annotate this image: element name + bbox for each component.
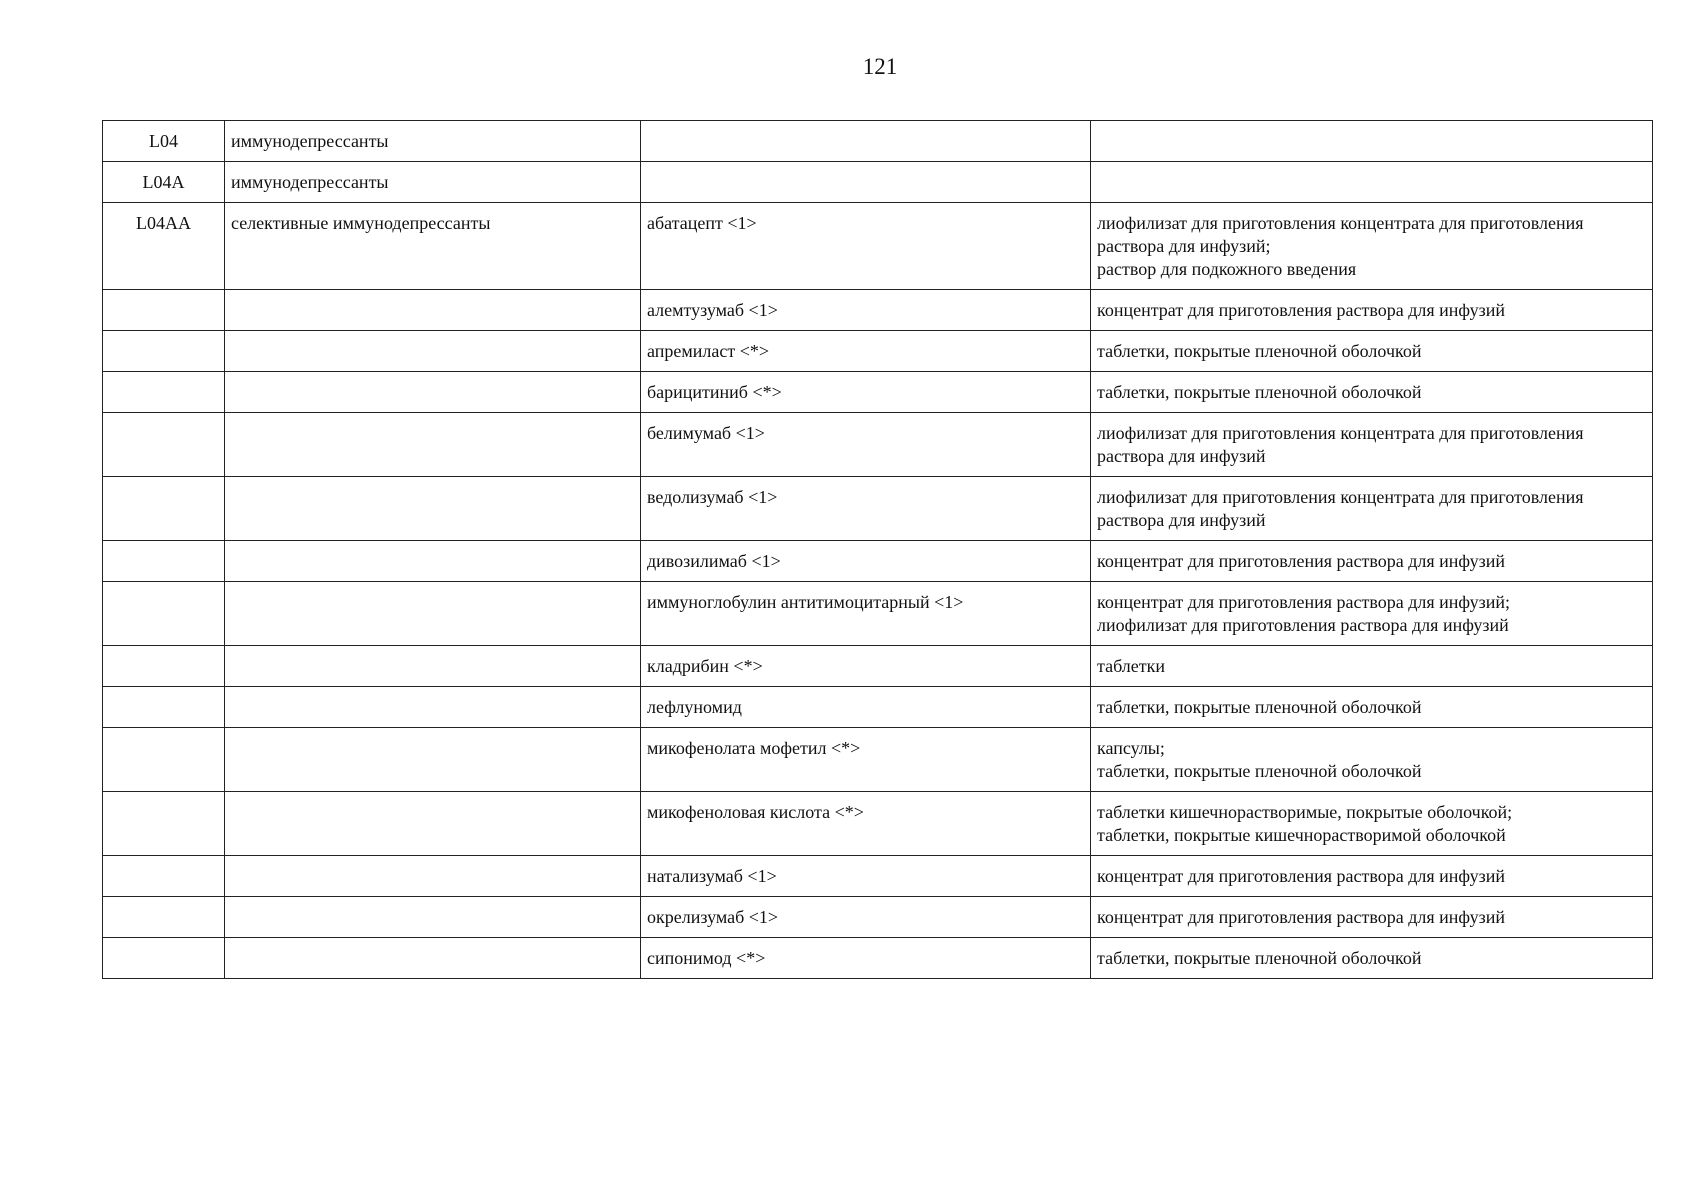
atc-code-cell	[103, 541, 225, 582]
table-row	[103, 792, 1653, 856]
drug-name-cell: сипонимод <*>	[641, 938, 1091, 979]
drug-name-cell: лефлуномид	[641, 687, 1091, 728]
drug-name-cell: абатацепт <1>	[641, 203, 1091, 290]
table-row	[103, 728, 1653, 792]
group-name-cell: селективные иммунодепрессанты	[225, 203, 641, 290]
table-row	[103, 646, 1653, 687]
atc-code-cell	[103, 792, 225, 856]
table-row	[103, 477, 1653, 541]
group-name-cell	[225, 938, 641, 979]
drug-name-cell	[641, 162, 1091, 203]
table-row	[103, 331, 1653, 372]
atc-code-cell	[103, 687, 225, 728]
dosage-form-cell: таблетки кишечнорастворимые, покрытые оболочкой; таблетки, покрытые кишечнорастворимой оболочкой	[1091, 792, 1653, 856]
group-name-cell	[225, 372, 641, 413]
atc-code-cell	[103, 938, 225, 979]
drug-name-cell: окрелизумаб <1>	[641, 897, 1091, 938]
atc-code-cell	[103, 477, 225, 541]
dosage-form-cell: концентрат для приготовления раствора для инфузий	[1091, 290, 1653, 331]
dosage-form-cell: концентрат для приготовления раствора для инфузий; лиофилизат для приготовления раствора для инфузий	[1091, 582, 1653, 646]
group-name-cell	[225, 728, 641, 792]
dosage-form-cell: таблетки	[1091, 646, 1653, 687]
group-name-cell	[225, 856, 641, 897]
group-name-cell: иммунодепрессанты	[225, 121, 641, 162]
dosage-form-cell: лиофилизат для приготовления концентрата для приготовления раствора для инфузий	[1091, 477, 1653, 541]
dosage-form-cell: концентрат для приготовления раствора для инфузий	[1091, 897, 1653, 938]
table-row	[103, 372, 1653, 413]
atc-code-cell	[103, 728, 225, 792]
group-name-cell	[225, 582, 641, 646]
drug-name-cell: ведолизумаб <1>	[641, 477, 1091, 541]
table-row	[103, 582, 1653, 646]
table-row	[103, 413, 1653, 477]
dosage-form-cell: таблетки, покрытые пленочной оболочкой	[1091, 938, 1653, 979]
drug-name-cell: апремиласт <*>	[641, 331, 1091, 372]
group-name-cell	[225, 413, 641, 477]
drug-name-cell: дивозилимаб <1>	[641, 541, 1091, 582]
table-row	[103, 938, 1653, 979]
atc-code-cell: L04	[103, 121, 225, 162]
table-row	[103, 856, 1653, 897]
table-row	[103, 203, 1653, 290]
atc-code-cell	[103, 413, 225, 477]
table-row	[103, 687, 1653, 728]
group-name-cell	[225, 646, 641, 687]
group-name-cell	[225, 477, 641, 541]
atc-code-cell	[103, 582, 225, 646]
dosage-form-cell	[1091, 162, 1653, 203]
dosage-form-cell: таблетки, покрытые пленочной оболочкой	[1091, 687, 1653, 728]
drug-name-cell: микофеноловая кислота <*>	[641, 792, 1091, 856]
drug-name-cell: кладрибин <*>	[641, 646, 1091, 687]
atc-code-cell	[103, 897, 225, 938]
atc-code-cell	[103, 856, 225, 897]
page-number: 121	[862, 54, 898, 79]
atc-code-cell: L04A	[103, 162, 225, 203]
atc-code-cell	[103, 646, 225, 687]
table-row	[103, 162, 1653, 203]
table-row	[103, 121, 1653, 162]
dosage-form-cell: лиофилизат для приготовления концентрата для приготовления раствора для инфузий; раствор для подкожного введения	[1091, 203, 1653, 290]
drug-name-cell: алемтузумаб <1>	[641, 290, 1091, 331]
dosage-form-cell: концентрат для приготовления раствора для инфузий	[1091, 541, 1653, 582]
drug-name-cell	[641, 121, 1091, 162]
dosage-form-cell: капсулы; таблетки, покрытые пленочной оболочкой	[1091, 728, 1653, 792]
dosage-form-cell: концентрат для приготовления раствора для инфузий	[1091, 856, 1653, 897]
group-name-cell: иммунодепрессанты	[225, 162, 641, 203]
drug-table	[102, 120, 1653, 979]
drug-name-cell: иммуноглобулин антитимоцитарный <1>	[641, 582, 1091, 646]
group-name-cell	[225, 897, 641, 938]
drug-name-cell: микофенолата мофетил <*>	[641, 728, 1091, 792]
drug-name-cell: барицитиниб <*>	[641, 372, 1091, 413]
group-name-cell	[225, 290, 641, 331]
table-row	[103, 541, 1653, 582]
table-row	[103, 897, 1653, 938]
atc-code-cell	[103, 290, 225, 331]
group-name-cell	[225, 541, 641, 582]
table-body	[103, 121, 1653, 979]
group-name-cell	[225, 331, 641, 372]
atc-code-cell	[103, 372, 225, 413]
drug-name-cell: натализумаб <1>	[641, 856, 1091, 897]
group-name-cell	[225, 792, 641, 856]
drug-name-cell: белимумаб <1>	[641, 413, 1091, 477]
dosage-form-cell: таблетки, покрытые пленочной оболочкой	[1091, 372, 1653, 413]
dosage-form-cell	[1091, 121, 1653, 162]
atc-code-cell	[103, 331, 225, 372]
dosage-form-cell: лиофилизат для приготовления концентрата для приготовления раствора для инфузий	[1091, 413, 1653, 477]
dosage-form-cell: таблетки, покрытые пленочной оболочкой	[1091, 331, 1653, 372]
table-row	[103, 290, 1653, 331]
atc-code-cell: L04AA	[103, 203, 225, 290]
group-name-cell	[225, 687, 641, 728]
